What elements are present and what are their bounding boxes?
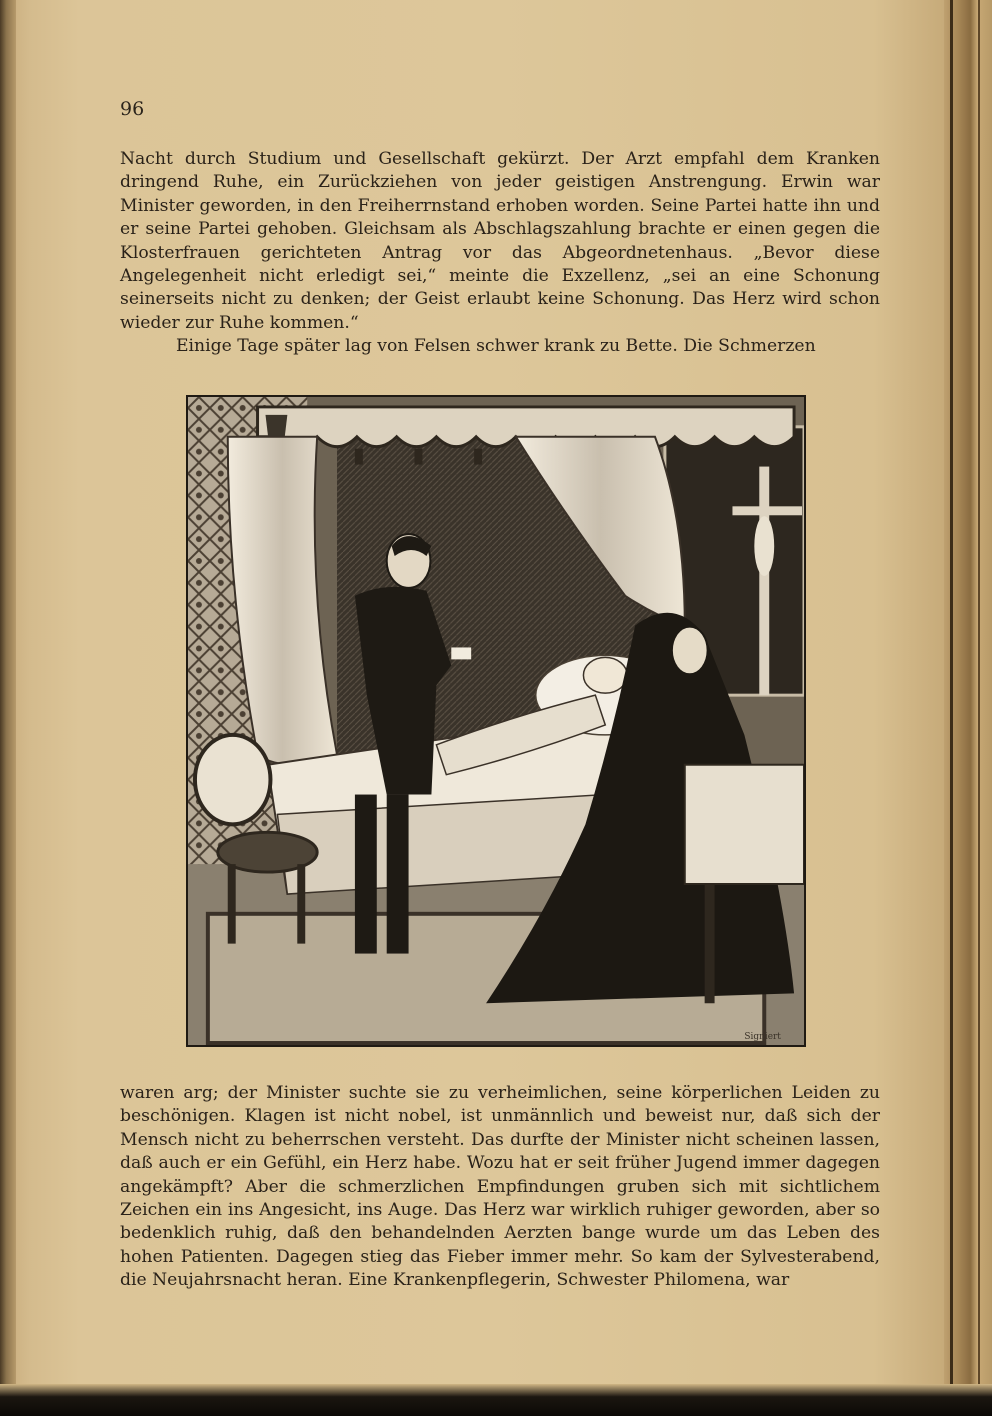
top-text-block bbox=[120, 148, 880, 359]
engraving bbox=[188, 397, 804, 1045]
paragraph: waren arg; der Minister suchte sie zu verheimlichen, seine körperlichen Leiden zu beschönigen. Klagen ist nicht nobel, ist unmännlich und beweist nur, daß sich der Mensch nicht zu beherrschen versteht. Das durfte der Minister nicht scheinen lassen, daß auch er ein Gefühl, ein Herz habe. Wozu hat er seit früher Jugend immer dagegen angekämpft? Aber die schmerzlichen Empfindungen gruben sich mit sichtlichem Zeichen ein ins Angesicht, ins Auge. Das Herz war wirklich ruhiger geworden, aber so bedenklich ruhig, daß den behandelnden Aerzten bange wurde um das Leben des hohen Patienten. Dagegen stieg das Fieber immer mehr. So kam der Sylvesterabend, die Neujahrsnacht heran. Eine Krankenpflegerin, Schwester Philomena, war bbox=[120, 1083, 880, 1291]
bottom-text-block bbox=[120, 1082, 880, 1293]
edge-line bbox=[950, 0, 953, 1416]
table-leg bbox=[705, 884, 715, 1003]
scan-bottom-edge bbox=[0, 1384, 992, 1416]
patient-head bbox=[583, 657, 627, 693]
illustration-deathbed-scene bbox=[186, 395, 806, 1047]
bedside-table bbox=[685, 765, 804, 884]
book-spine-edge bbox=[0, 0, 16, 1416]
paragraph: Einige Tage später lag von Felsen schwer krank zu Bette. Die Schmerzen bbox=[176, 336, 816, 357]
page-number: 96 bbox=[120, 98, 145, 120]
paragraph: Nacht durch Studium und Gesellschaft gekürzt. Der Arzt empfahl dem Kranken dringend Ruhe, ein Zurückziehen von jeder geistigen Anstrengung. Erwin war Minister geworden, in den Freiherrnstand erhoben worden. Seine Partei hatte ihn und er seine Partei gehoben. Gleichsam als Abschlagszahlung brachte er einen gegen die Klosterfrauen gerichteten Antrag vor das Abgeordnetenhaus. „Bevor diese Angelegenheit nicht erledigt sei,“ meinte die Exzellenz, „sei an eine Schonung seinerseits nicht zu denken; der Geist erlaubt keine Schonung. Das Herz wird schon wieder zur Ruhe kommen.“ bbox=[120, 149, 880, 333]
artist-signature: Signiert bbox=[744, 1032, 781, 1043]
edge-line bbox=[978, 0, 980, 1416]
